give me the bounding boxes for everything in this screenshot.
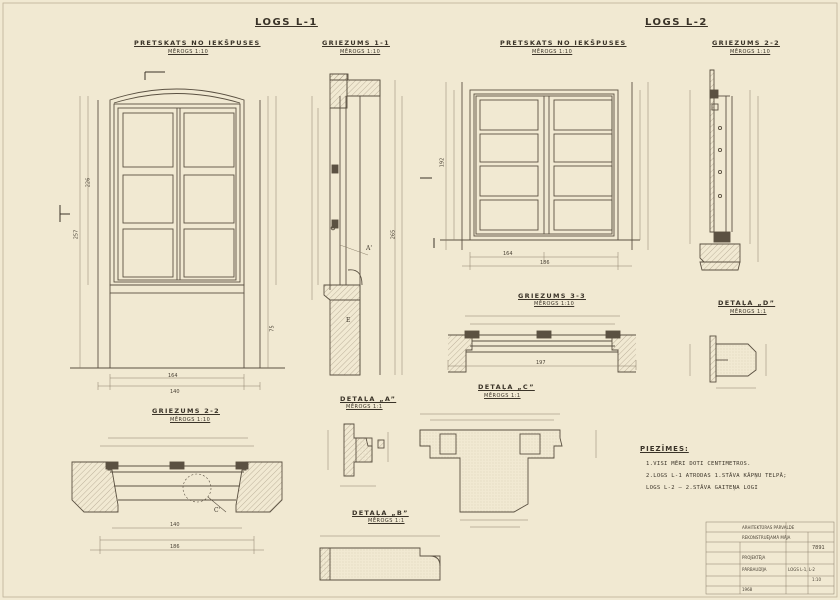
sec33-title: GRIEZUMS 3-3	[518, 292, 586, 300]
tb-office: ARHITEKTŪRAS PĀRVALDE	[742, 525, 795, 530]
detail-b	[320, 548, 440, 580]
sec22b-scale: MĒROGS 1:10	[730, 49, 771, 55]
title-block-frame	[706, 522, 834, 594]
note-3: LOGS L-2 — 2.STĀVA GAITEŅA LOGI	[646, 485, 758, 491]
sec33-scale: MĒROGS 1:10	[534, 301, 575, 307]
dim-l1-height: 257	[73, 229, 80, 240]
detail-a	[344, 424, 384, 476]
sec22-title: GRIEZUMS 2-2	[152, 407, 220, 415]
window-l1-front	[70, 89, 285, 368]
dim-s11-h: 265	[390, 229, 397, 240]
sec11-title: GRIEZUMS 1-1	[322, 39, 390, 47]
front-l1-scale: MĒROGS 1:10	[168, 49, 209, 55]
detB-scale: MĒROGS 1:1	[368, 518, 405, 524]
section-2-2	[72, 462, 282, 512]
detA-title: DETAĻA „A”	[340, 395, 397, 403]
dim-s22-w: 186	[170, 544, 180, 550]
sec11-scale: MĒROGS 1:10	[340, 49, 381, 55]
detail-c	[420, 430, 562, 512]
label-c: C'	[214, 507, 221, 514]
detC-scale: MĒROGS 1:1	[484, 393, 521, 399]
dim-s22-in: 140	[170, 522, 180, 528]
detA-scale: MĒROGS 1:1	[346, 404, 383, 410]
tb-content: LOGS L-1, L-2	[788, 567, 815, 572]
front-l2-scale: MĒROGS 1:10	[532, 49, 573, 55]
front-l2-title: PRETSKATS NO IEKŠPUSES	[500, 39, 627, 47]
detail-d	[710, 336, 756, 382]
tb-drawn: PROJEKTĒJA	[742, 555, 766, 560]
dim-l2-height: 192	[439, 157, 446, 168]
section-1-1	[324, 74, 380, 375]
sec22-scale: MĒROGS 1:10	[170, 417, 211, 423]
dim-l2-width: 186	[540, 260, 550, 266]
dim-l2-inner: 164	[503, 251, 513, 257]
note-1: 1.VISI MĒRI DOTI CENTIMETROS.	[646, 461, 751, 467]
dim-s33-w: 197	[536, 360, 546, 366]
title-l1: LOGS L-1	[255, 17, 318, 28]
label-e: E	[346, 317, 351, 324]
tb-sheet-no: 7891	[812, 545, 825, 551]
title-l2: LOGS L-2	[645, 17, 708, 28]
detD-title: DETAĻA „D”	[718, 299, 776, 307]
dim-l1-open: 226	[85, 177, 92, 188]
detB-title: DETAĻA „B”	[352, 509, 409, 517]
dim-l1-part: 75	[269, 325, 276, 332]
sec22b-title: GRIEZUMS 2-2	[712, 39, 780, 47]
note-2: 2.LOGS L-1 ATRODAS 1.STĀVA KĀPŅU TELPĀ;	[646, 473, 787, 479]
tb-object: REKONSTRUĒJAMĀ MĀJA	[742, 535, 791, 540]
detD-scale: MĒROGS 1:1	[730, 309, 767, 315]
dim-l1-width: 164	[168, 373, 178, 379]
tb-checked: PĀRBAUDĪJA	[742, 567, 767, 572]
dim-l1-inner: 140	[170, 389, 180, 395]
front-l1-title: PRETSKATS NO IEKŠPUSES	[134, 39, 261, 47]
window-l2-front	[440, 82, 640, 250]
tb-year: 1968	[742, 587, 753, 592]
label-a: A'	[366, 245, 372, 252]
detC-title: DETAĻA „C”	[478, 383, 535, 391]
section-2-2-l2	[700, 70, 740, 270]
notes-heading: PIEZĪMES:	[640, 445, 689, 453]
tb-scale: 1:10	[812, 577, 821, 582]
